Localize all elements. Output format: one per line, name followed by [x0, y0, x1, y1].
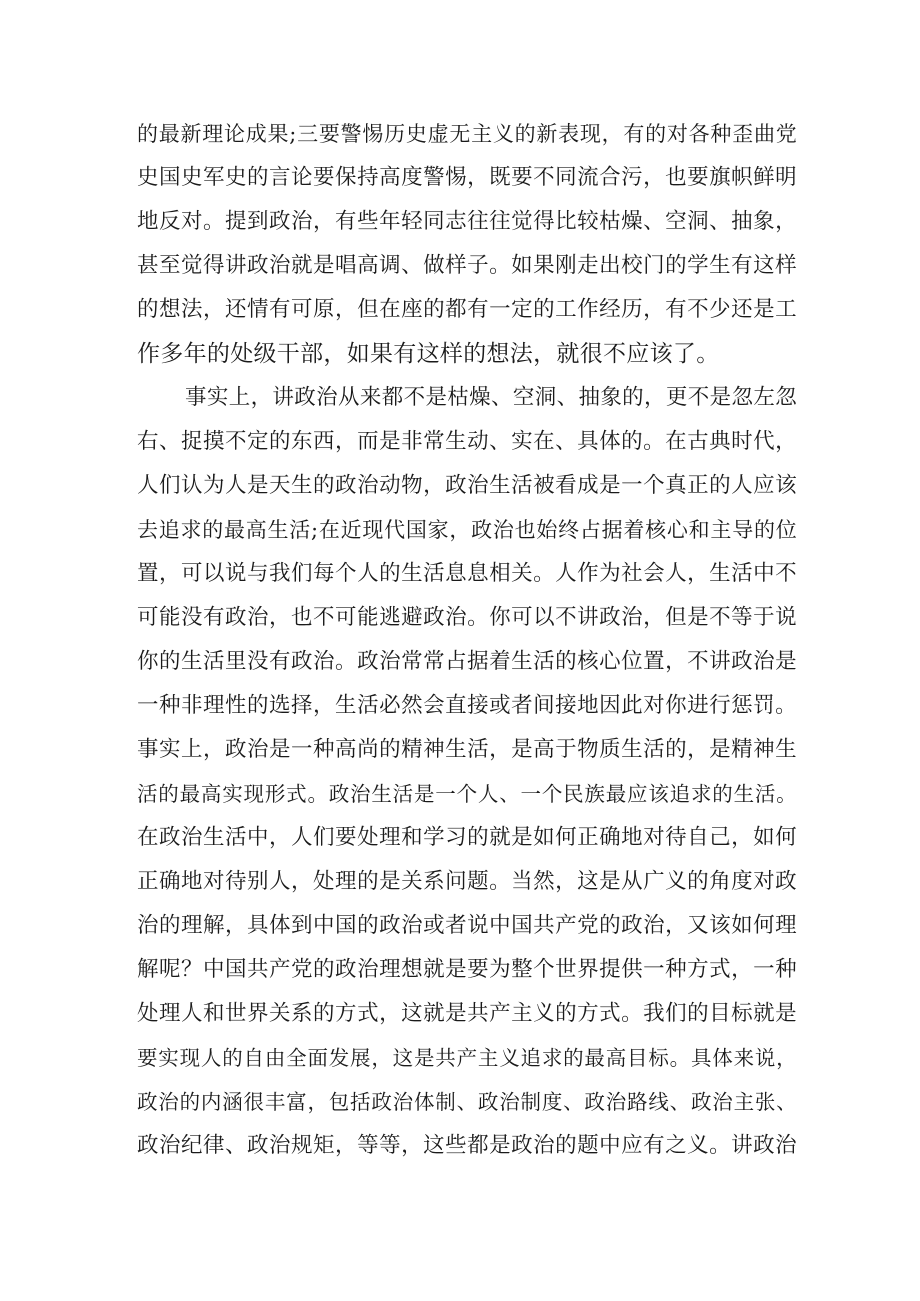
text-line: 事实上，讲政治从来都不是枯燥、空洞、抽象的，更不是忽左忽 [185, 385, 797, 410]
text-line: 正确地对待别人，处理的是关系问题。当然，这是从广义的角度对政 [137, 869, 797, 894]
text-line: 要实现人的自由全面发展，这是共产主义追求的最高目标。具体来说， [137, 1046, 797, 1070]
body-text [137, 112, 797, 1168]
text-line: 一种非理性的选择，生活必然会直接或者间接地因此对你进行惩罚。 [137, 693, 797, 718]
text-line: 的想法，还情有可原，但在座的都有一定的工作经历，有不少还是工 [137, 297, 797, 322]
text-line: 处理人和世界关系的方式，这就是共产主义的方式。我们的目标就是 [137, 1001, 797, 1026]
text-line: 事实上，政治是一种高尚的精神生活，是高于物质生活的，是精神生 [137, 737, 797, 762]
text-line: 作多年的处级干部，如果有这样的想法，就很不应该了。 [137, 341, 720, 367]
text-line: 去追求的最高生活;在近现代国家，政治也始终占据着核心和主导的位 [137, 518, 797, 542]
text-line: 地反对。提到政治，有些年轻同志往往觉得比较枯燥、空洞、抽象， [137, 209, 797, 234]
text-line: 治的理解，具体到中国的政治或者说中国共产党的政治，又该如何理 [137, 913, 797, 938]
text-line: 人们认为人是天生的政治动物，政治生活被看成是一个真正的人应该 [137, 473, 797, 498]
text-line: 政治纪律、政治规矩，等等，这些都是政治的题中应有之义。讲政治 [137, 1133, 797, 1158]
text-line: 史国史军史的言论要保持高度警惕，既要不同流合污，也要旗帜鲜明 [137, 165, 797, 190]
text-line: 你的生活里没有政治。政治常常占据着生活的核心位置，不讲政治是 [137, 649, 797, 674]
text-line: 解呢？中国共产党的政治理想就是要为整个世界提供一种方式，一种 [137, 957, 797, 982]
text-line: 置，可以说与我们每个人的生活息息相关。人作为社会人，生活中不 [137, 561, 797, 586]
text-line: 的最新理论成果;三要警惕历史虚无主义的新表现，有的对各种歪曲党 [137, 122, 797, 146]
text-line: 可能没有政治，也不可能逃避政治。你可以不讲政治，但是不等于说 [137, 605, 797, 630]
text-line: 甚至觉得讲政治就是唱高调、做样子。如果刚走出校门的学生有这样 [137, 253, 797, 278]
text-line: 政治的内涵很丰富，包括政治体制、政治制度、政治路线、政治主张、 [137, 1090, 797, 1114]
text-line: 在政治生活中，人们要处理和学习的就是如何正确地对待自己，如何 [137, 825, 797, 850]
text-line: 活的最高实现形式。政治生活是一个人、一个民族最应该追求的生活。 [137, 782, 797, 806]
text-line: 右、捉摸不定的东西，而是非常生动、实在、具体的。在古典时代， [137, 429, 797, 454]
